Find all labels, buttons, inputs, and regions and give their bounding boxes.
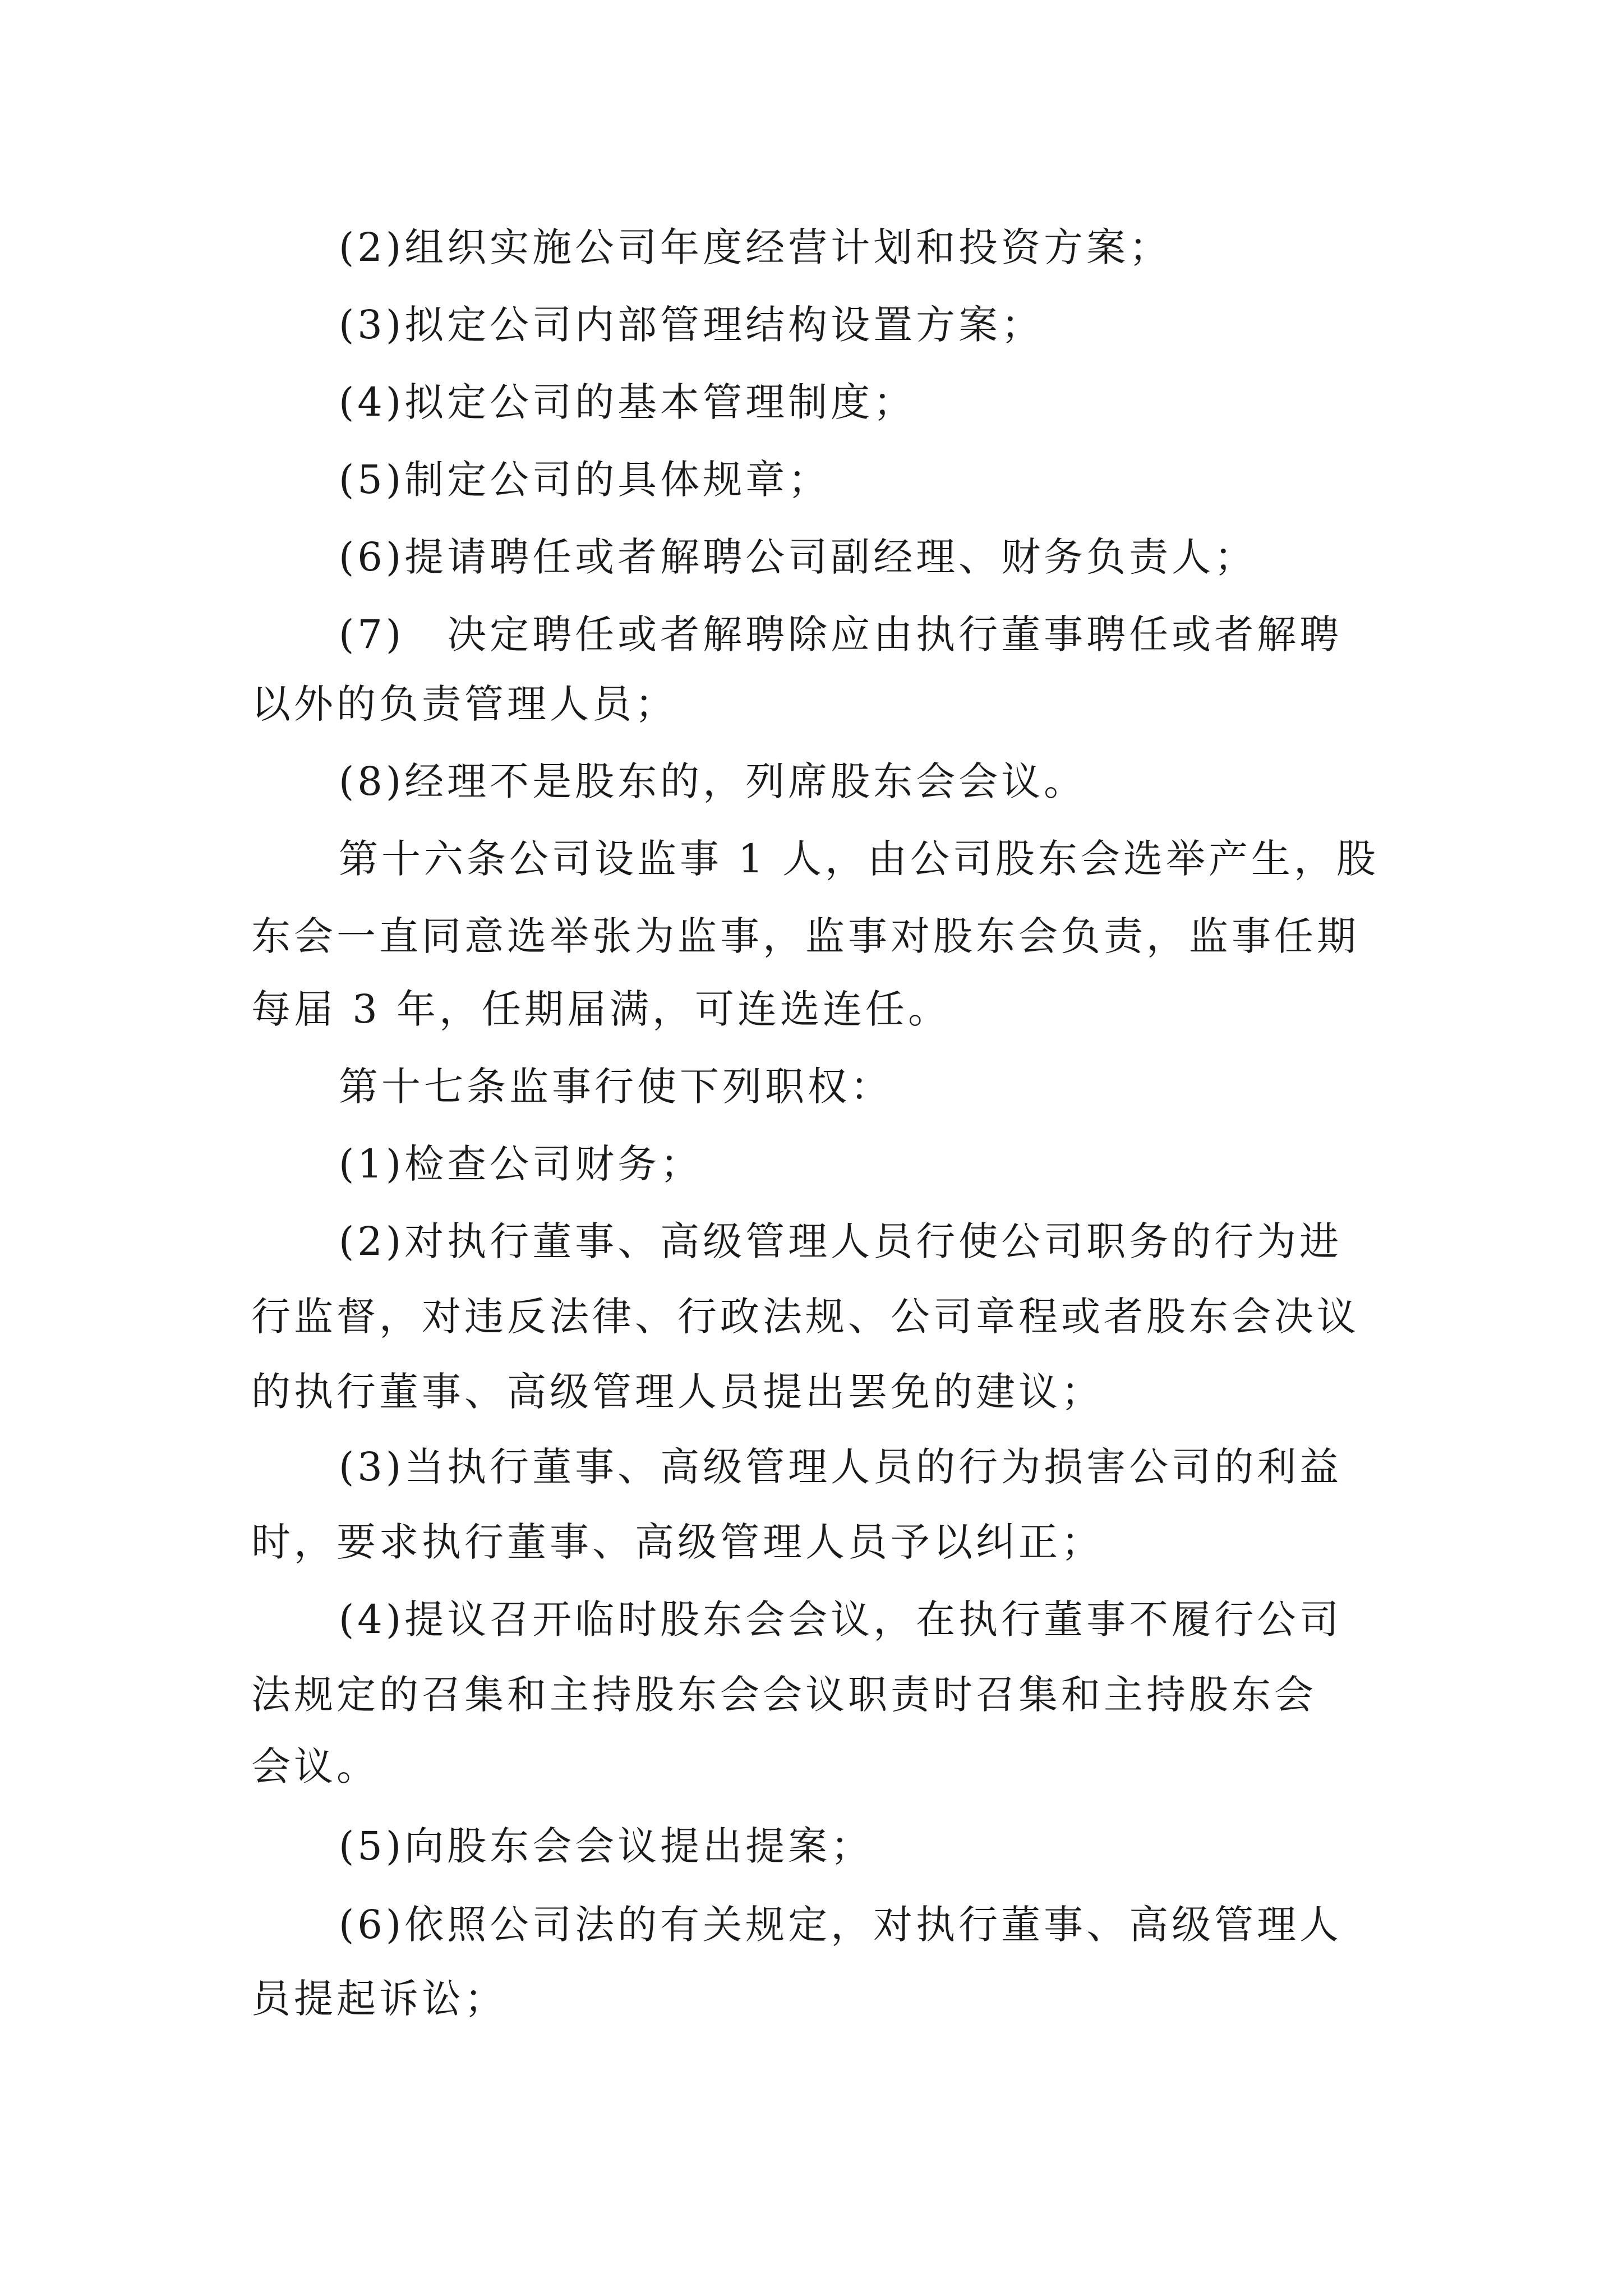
text-line: (4)提议召开临时股东会会议，在执行董事不履行公司 [339, 1596, 1343, 1642]
text-line: (2)对执行董事、高级管理人员行使公司职务的行为进 [339, 1218, 1343, 1264]
text-line: 每届 3 年，任期届满，可连选连任。 [251, 986, 951, 1032]
text-line: 会议。 [251, 1743, 379, 1789]
text-line: (7) 决定聘任或者解聘除应由执行董事聘任或者解聘 [339, 611, 1343, 657]
text-line: 的执行董事、高级管理人员提出罢免的建议； [251, 1369, 1104, 1415]
text-line: 第十七条监事行使下列职权： [339, 1064, 893, 1110]
text-line: 东会一直同意选举张为监事，监事对股东会负责，监事任期 [251, 913, 1359, 959]
text-line: (3)当执行董事、高级管理人员的行为损害公司的利益 [339, 1444, 1343, 1490]
text-line: 第十六条公司设监事 1 人，由公司股东会选举产生，股 [339, 836, 1380, 882]
text-line: (5)向股东会会议提出提案； [339, 1823, 874, 1869]
text-line: (4)拟定公司的基本管理制度； [339, 379, 916, 425]
text-line: 员提起诉讼； [251, 1976, 507, 2022]
text-line: 行监督，对违反法律、行政法规、公司章程或者股东会决议 [251, 1294, 1359, 1340]
text-line: (5)制定公司的具体规章； [339, 457, 831, 503]
text-line: (2)组织实施公司年度经营计划和投资方案； [339, 224, 1172, 270]
text-line: 以外的负责管理人员； [251, 681, 677, 727]
text-line: (6)提请聘任或者解聘公司副经理、财务负责人； [339, 534, 1257, 580]
text-line: 时，要求执行董事、高级管理人员予以纠正； [251, 1519, 1104, 1565]
text-line: (8)经理不是股东的，列席股东会会议。 [339, 758, 1087, 804]
text-line: (1)检查公司财务； [339, 1141, 703, 1187]
text-line: (6)依照公司法的有关规定，对执行董事、高级管理人 [339, 1902, 1343, 1948]
text-line: (3)拟定公司内部管理结构设置方案； [339, 302, 1044, 348]
text-line: 法规定的召集和主持股东会会议职责时召集和主持股东会 [251, 1672, 1317, 1718]
